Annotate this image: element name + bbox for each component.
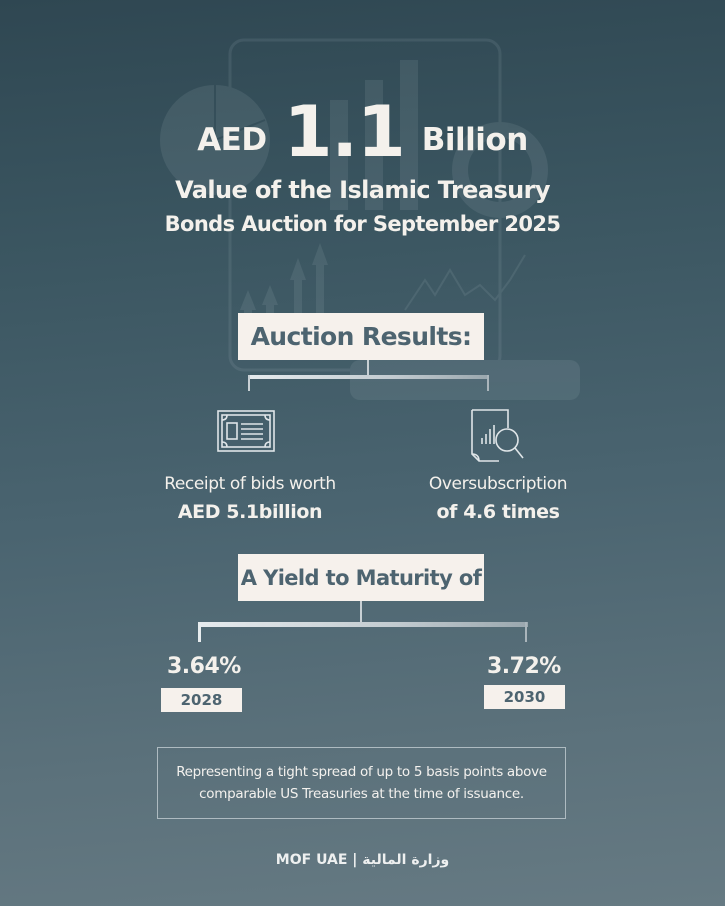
oversubscription-value: of 4.6 times [436, 501, 560, 523]
footer-org-ar: وزارة المالية [362, 852, 450, 868]
headline-unit: Billion [421, 122, 528, 158]
bids-value: AED 5.1billion [177, 501, 323, 523]
yield-heading: A Yield to Maturity of [238, 554, 484, 601]
headline-currency: AED [197, 122, 267, 158]
footer-branding [0, 852, 725, 868]
yield-2030-year: 2030 [484, 685, 565, 709]
headline-subtitle-line1: Value of the Islamic Treasury [175, 176, 550, 204]
bond-certificate-icon [217, 410, 275, 452]
yield-connector-bar [198, 622, 528, 627]
report-magnifier-icon [469, 408, 527, 464]
headline-subtitle-line2: Bonds Auction for September 2025 [164, 212, 561, 236]
yield-2028-year: 2028 [161, 688, 242, 712]
auction-results-heading: Auction Results: [238, 313, 484, 360]
spread-note [157, 747, 566, 819]
bids-label: Receipt of bids worth [164, 474, 336, 494]
footer-separator: | [352, 852, 358, 868]
footer-org-en: MOF UAE [275, 852, 348, 868]
auction-connector-left [248, 375, 250, 391]
auction-connector-stem [367, 360, 369, 376]
yield-connector-left [198, 622, 201, 642]
spread-note-line2: comparable US Treasuries at the time of issuance. [199, 786, 524, 802]
headline-value: 1.1 [283, 91, 405, 173]
auction-connector-bar [248, 375, 489, 379]
auction-connector-right [487, 375, 489, 391]
yield-connector-right [525, 622, 527, 642]
yield-2028-rate: 3.64% [167, 654, 241, 679]
spread-note-line1: Representing a tight spread of up to 5 basis points above [176, 764, 547, 780]
yield-2030-rate: 3.72% [487, 654, 561, 679]
oversubscription-label: Oversubscription [428, 474, 568, 494]
headline-amount [0, 92, 725, 172]
yield-connector-stem [360, 601, 362, 623]
